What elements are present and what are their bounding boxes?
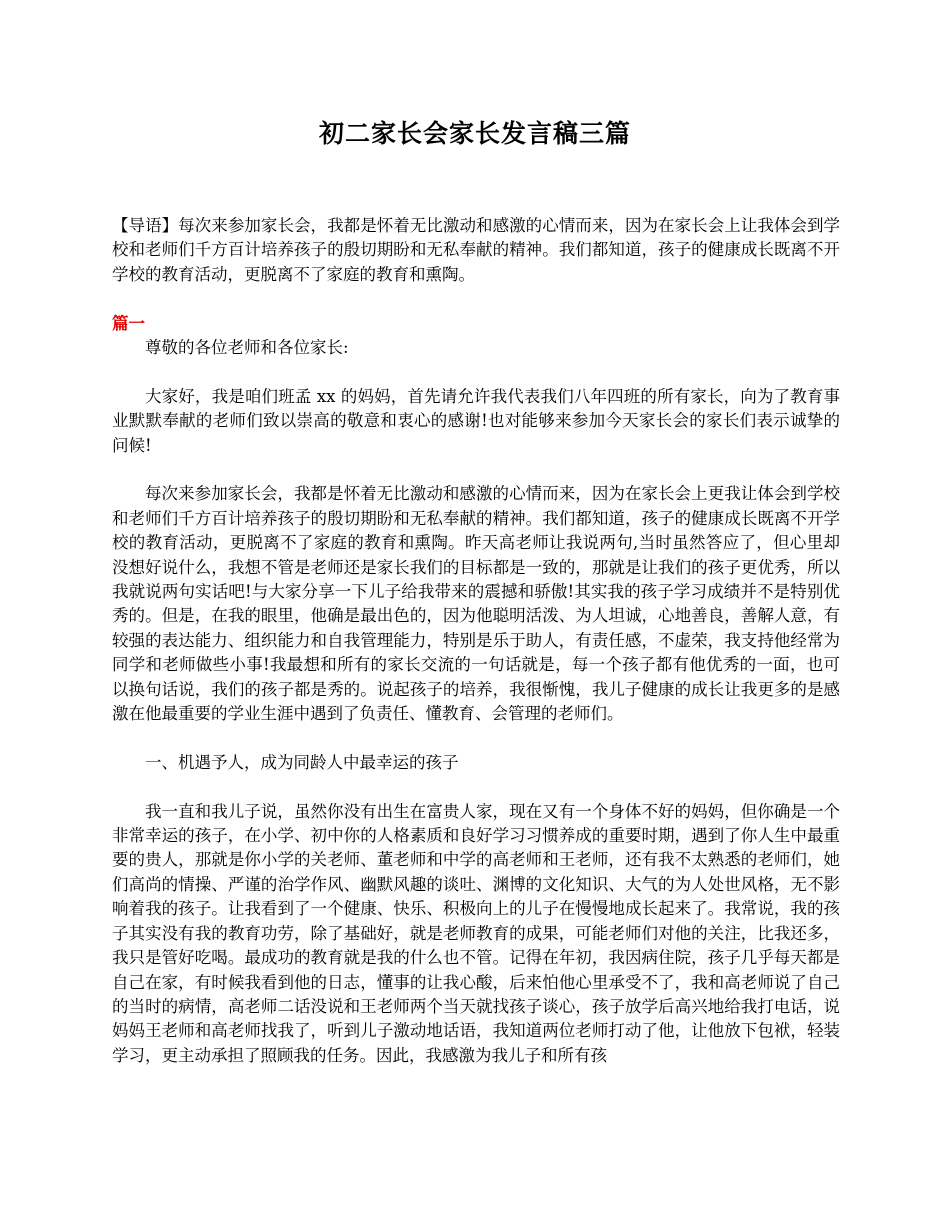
section-heading: 篇一 [112, 313, 145, 333]
document-title: 初二家长会家长发言稿三篇 [318, 119, 631, 148]
document-body [112, 214, 840, 1093]
greeting-line: 尊敬的各位老师和各位家长: [145, 338, 349, 358]
intro-paragraph: 【导语】每次来参加家长会，我都是怀着无比激动和感激的心情而来，因为在家长会上让我体会到学校和老师们千方百计培养孩子的殷切期盼和无私奉献的精神。我们都知道，孩子的健康成长既离不开学校的教育活动，更脱离不了家庭的教育和熏陶。 [112, 216, 840, 284]
body-paragraph: 大家好，我是咱们班孟 xx 的妈妈，首先请允许我代表我们八年四班的所有家长，向为了教育事业默默奉献的老师们致以崇高的敬意和衷心的感谢!也对能够来参加今天家长会的家长们表示诚挚的问候! [112, 386, 840, 455]
body-paragraph: 每次来参加家长会，我都是怀着无比激动和感激的心情而来，因为在家长会上更我让体会到学校和老师们千方百计培养孩子的殷切期盼和无私奉献的精神。我们都知道，孩子的健康成长既离不开学校的教育活动，更脱离不了家庭的教育和熏陶。昨天高老师让我说两句,当时虽然答应了，但心里却没想好说什么，我想不管是老师还是家长我们的目标都是一致的，那就是让我们的孩子更优秀，所以我就说两句实话吧!与大家分享一下儿子给我带来的震撼和骄傲!其实我的孩子学习成绩并不是特别优秀的。但是，在我的眼里，他确是最出色的，因为他聪明活泼、为人坦诚，心地善良，善解人意，有较强的表达能力、组织能力和自我管理能力，特别是乐于助人，有责任感，不虚荣，我支持他经常为同学和老师做些小事!我最想和所有的家长交流的一句话就是，每一个孩子都有他优秀的一面，也可以换句话说，我们的孩子都是秀的。说起孩子的培养，我很惭愧，我儿子健康的成长让我更多的是感激在他最重要的学业生涯中遇到了负责任、懂教育、会管理的老师们。 [112, 484, 840, 724]
subheading-paragraph: 一、机遇予人，成为同龄人中最幸运的孩子 [145, 752, 459, 772]
body-paragraph: 我一直和我儿子说，虽然你没有出生在富贵人家，现在又有一个身体不好的妈妈，但你确是一个非常幸运的孩子，在小学、初中你的人格素质和良好学习习惯养成的重要时期，遇到了你人生中最重要的贵人，那就是你小学的关老师、董老师和中学的高老师和王老师，还有我不太熟悉的老师们，她们高尚的情操、严谨的治学作风、幽默风趣的谈吐、渊博的文化知识、大气的为人处世风格，无不影响着我的孩子。让我看到了一个健康、快乐、积极向上的儿子在慢慢地成长起来了。我常说，我的孩子其实没有我的教育功劳，除了基础好，就是老师教育的成果，可能老师们对他的关注，比我还多，我只是管好吃喝。最成功的教育就是我的什么也不管。记得在年初，我因病住院，孩子几乎每天都是自己在家，有时候我看到他的日志，懂事的让我心酸，后来怕他心里承受不了，我和高老师说了自己的当时的病情，高老师二话没说和王老师两个当天就找孩子谈心，孩子放学后高兴地给我打电话，说妈妈王老师和高老师找我了，听到儿子激动地话语，我知道两位老师打动了他，让他放下包袱，轻装学习，更主动承担了照顾我的任务。因此，我感激为我儿子和所有孩 [112, 801, 840, 1065]
